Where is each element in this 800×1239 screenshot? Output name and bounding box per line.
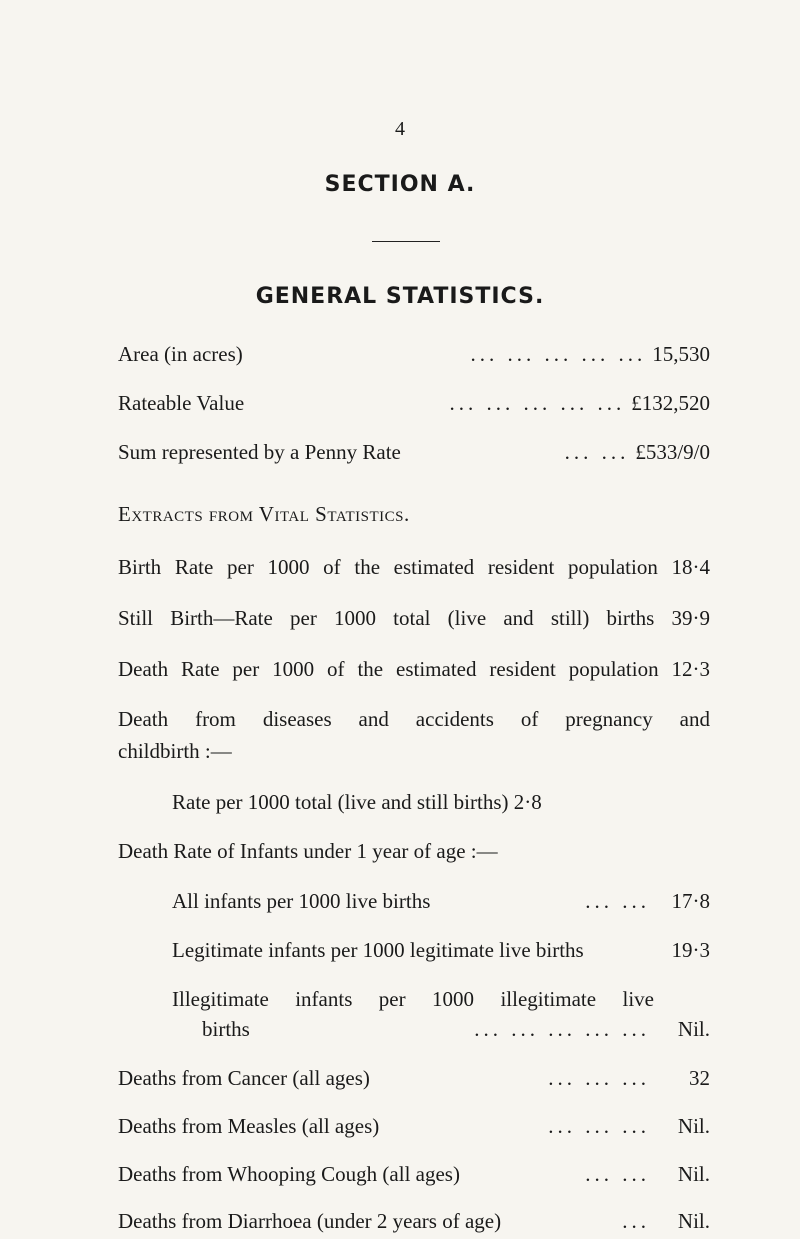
stat-row-area	[118, 342, 710, 367]
stat-value: £533/9/0	[635, 440, 710, 464]
row-value: Nil.	[677, 1114, 710, 1138]
row-label: All infants per 1000 live births	[172, 889, 431, 913]
leader-dots: ... ... ...	[548, 1114, 650, 1138]
legitimate-infants-row	[172, 938, 710, 963]
cancer-deaths-row	[118, 1066, 710, 1091]
row-value: 17·8	[671, 889, 710, 913]
row-value: Nil.	[677, 1162, 710, 1186]
row-label: Deaths from Whooping Cough (all ages)	[118, 1162, 460, 1186]
row-label: Legitimate infants per 1000 legitimate live births	[172, 938, 584, 962]
illegitimate-infants-line: Illegitimate infants per 1000 illegitimate live	[172, 987, 654, 1011]
leader-dots: ...	[622, 1209, 650, 1233]
stat-value: £132,520	[631, 391, 710, 415]
diarrhoea-deaths-row	[118, 1209, 710, 1234]
death-rate-line: Death Rate per 1000 of the estimated resident population 12·3	[118, 657, 710, 681]
whooping-cough-deaths-row	[118, 1162, 710, 1187]
stat-value: 15,530	[652, 342, 710, 366]
extracts-heading: Extracts from Vital Statistics.	[118, 502, 410, 526]
infant-death-heading: Death Rate of Infants under 1 year of age :—	[118, 839, 498, 863]
row-value: Nil.	[677, 1017, 710, 1041]
row-label: Deaths from Diarrhoea (under 2 years of age)	[118, 1209, 502, 1233]
page-number: 4	[395, 118, 405, 140]
birth-rate-line: Birth Rate per 1000 of the estimated resident population 18·4	[118, 555, 710, 579]
stat-label: Sum represented by a Penny Rate	[118, 440, 401, 464]
row-label: births	[202, 1017, 250, 1041]
stat-label: Area (in acres)	[118, 342, 243, 366]
stat-row-rateable-value	[118, 391, 710, 416]
row-value: 19·3	[671, 938, 710, 962]
row-value: 32	[689, 1066, 710, 1090]
leader-dots: ... ... ... ... ...	[449, 391, 626, 415]
illegitimate-infants-row	[202, 1017, 710, 1042]
row-label: Deaths from Measles (all ages)	[118, 1114, 380, 1138]
leader-dots: ... ...	[564, 440, 630, 464]
stat-row-penny-rate	[118, 440, 710, 465]
maternal-death-line: Death from diseases and accidents of pregnancy and	[118, 707, 710, 731]
section-title: SECTION A.	[324, 172, 476, 197]
maternal-rate-line: Rate per 1000 total (live and still births) 2·8	[172, 790, 542, 814]
divider-rule	[372, 241, 440, 242]
stat-label: Rateable Value	[118, 391, 245, 415]
leader-dots: ... ... ...	[548, 1066, 650, 1090]
maternal-death-line-2: childbirth :—	[118, 739, 232, 763]
leader-dots: ... ... ... ... ...	[474, 1017, 650, 1041]
still-birth-line: Still Birth—Rate per 1000 total (live and still) births 39·9	[118, 606, 710, 630]
measles-deaths-row	[118, 1114, 710, 1139]
all-infants-row	[172, 889, 710, 914]
leader-dots: ... ...	[585, 1162, 650, 1186]
leader-dots: ... ... ... ... ...	[470, 342, 647, 366]
row-label: Deaths from Cancer (all ages)	[118, 1066, 370, 1090]
row-value: Nil.	[677, 1209, 710, 1233]
leader-dots: ... ...	[585, 889, 650, 913]
general-statistics-title: GENERAL STATISTICS.	[255, 284, 545, 309]
